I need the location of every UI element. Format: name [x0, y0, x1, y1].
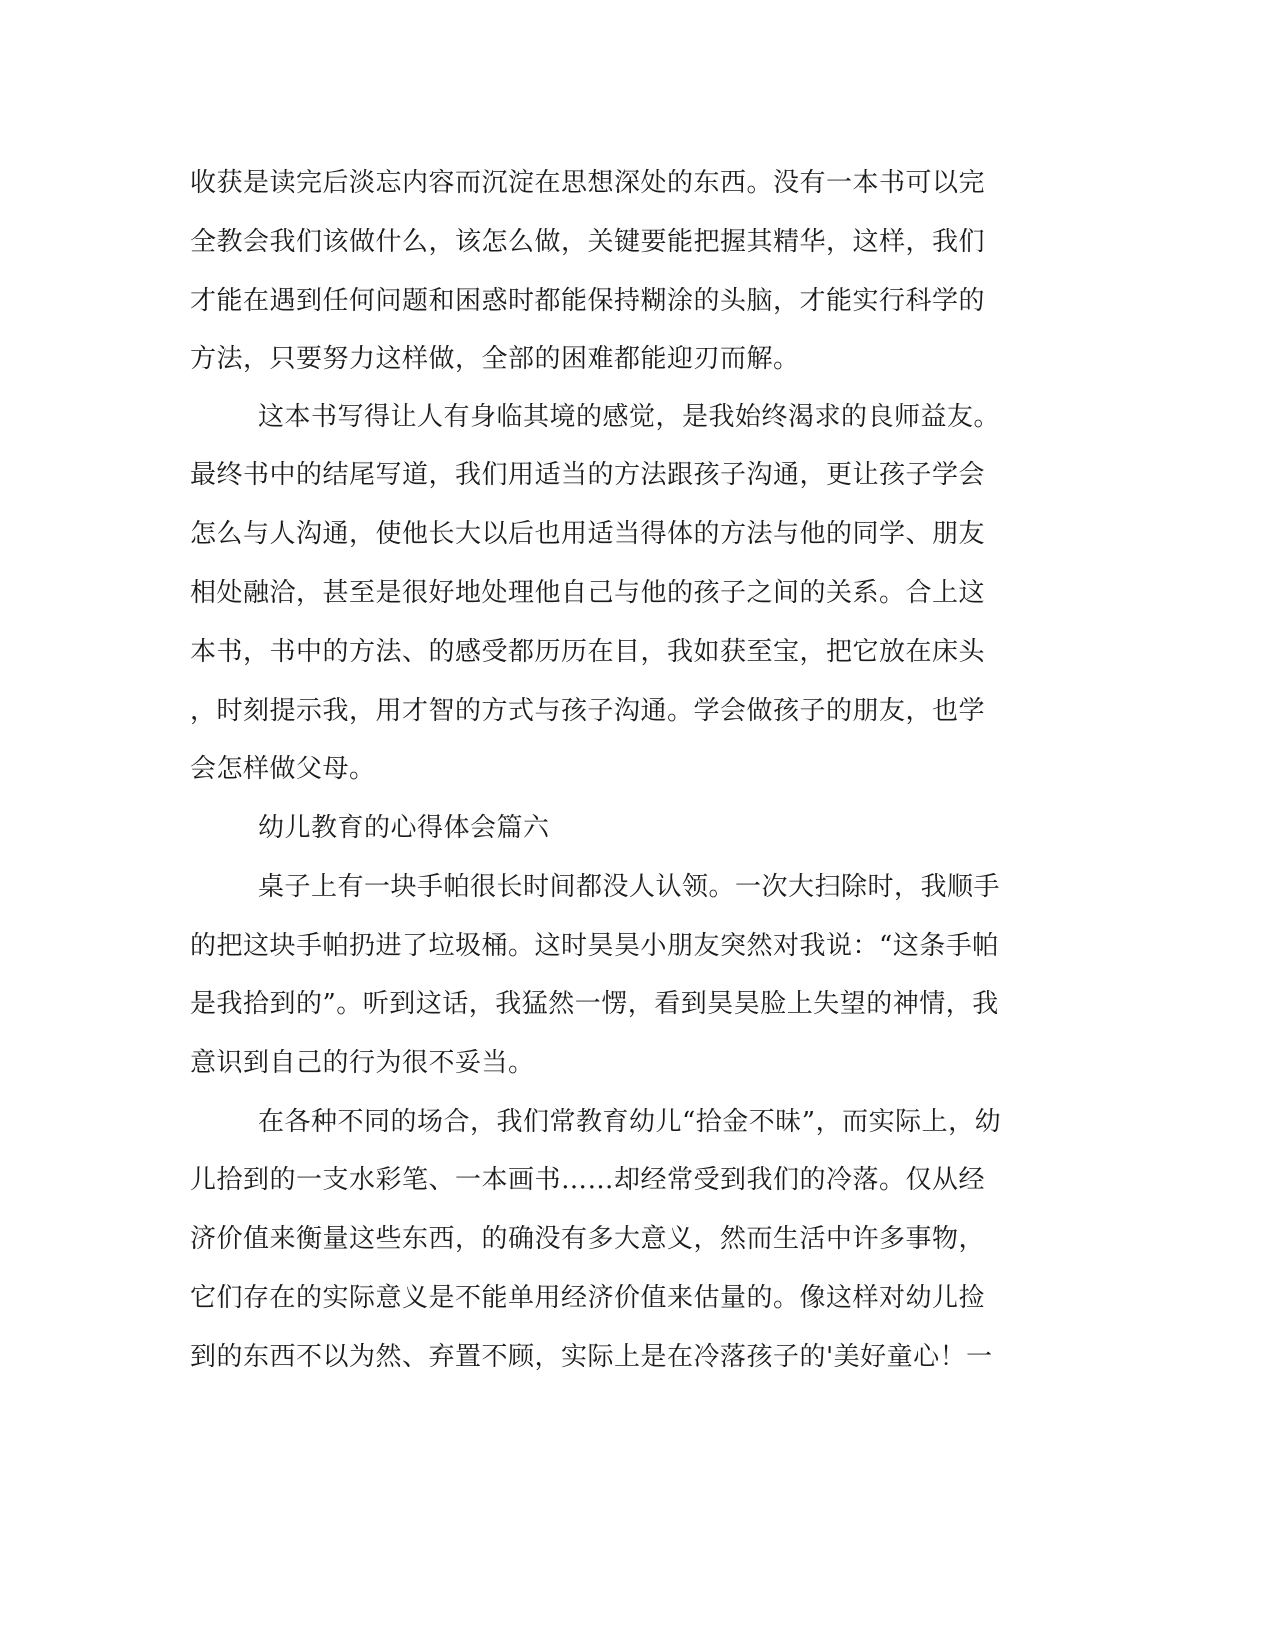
paragraph-first-line: 桌子上有一块手帕很长时间都没人认领。一次大扫除时，我顺手 [258, 872, 1001, 902]
text-line: 济价值来衡量这些东西，的确没有多大意义，然而生活中许多事物， [190, 1224, 986, 1254]
text-line: 它们存在的实际意义是不能单用经济价值来估量的。像这样对幼儿捡 [190, 1283, 986, 1313]
text-line: 方法，只要努力这样做，全部的困难都能迎刃而解。 [190, 344, 800, 374]
text-line: 儿拾到的一支水彩笔、一本画书……却经常受到我们的冷落。仅从经 [190, 1165, 986, 1195]
text-line: 是我拾到的”。听到这话，我猛然一愣，看到昊昊脸上失望的神情，我 [190, 989, 999, 1019]
text-line: 全教会我们该做什么，该怎么做，关键要能把握其精华，这样，我们 [190, 227, 986, 257]
text-line: 才能在遇到任何问题和困惑时都能保持糊涂的头脑，才能实行科学的 [190, 286, 986, 316]
text-line: ，时刻提示我，用才智的方式与孩子沟通。学会做孩子的朋友，也学 [190, 696, 986, 726]
text-line: 怎么与人沟通，使他长大以后也用适当得体的方法与他的同学、朋友 [190, 519, 986, 549]
text-line: 会怎样做父母。 [190, 754, 376, 784]
text-line: 意识到自己的行为很不妥当。 [190, 1048, 535, 1078]
text-line: 最终书中的结尾写道，我们用适当的方法跟孩子沟通，更让孩子学会 [190, 460, 986, 490]
section-heading: 幼儿教育的心得体会篇六 [258, 813, 550, 843]
text-line: 收获是读完后淡忘内容而沉淀在思想深处的东西。没有一本书可以完 [190, 168, 986, 198]
paragraph-first-line: 这本书写得让人有身临其境的感觉，是我始终渴求的良师益友。 [258, 402, 1001, 432]
text-line: 到的东西不以为然、弃置不顾，实际上是在冷落孩子的'美好童心！一 [190, 1342, 993, 1372]
paragraph-first-line: 在各种不同的场合，我们常教育幼儿“拾金不昧”，而实际上，幼 [258, 1107, 1002, 1137]
text-line: 相处融洽，甚至是很好地处理他自己与他的孩子之间的关系。合上这 [190, 578, 986, 608]
text-line: 本书，书中的方法、的感受都历历在目，我如获至宝，把它放在床头 [190, 637, 986, 667]
text-line: 的把这块手帕扔进了垃圾桶。这时昊昊小朋友突然对我说：“这条手帕 [190, 931, 999, 961]
